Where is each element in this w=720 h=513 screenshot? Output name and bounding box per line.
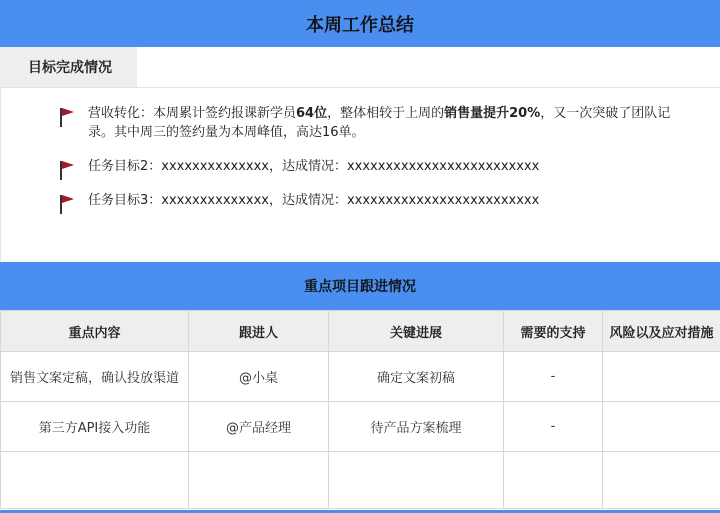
table-cell[interactable] [1,452,189,509]
table-cell[interactable]: - [504,402,603,452]
flag-icon [58,193,76,215]
goal-section-spacer [137,47,720,87]
table-cell[interactable]: 销售文案定稿，确认投放渠道 [1,352,189,402]
goal-section-header [0,47,720,88]
table-cell[interactable]: @小桌 [189,352,329,402]
header-key-content: 重点内容 [1,311,189,352]
table-row [1,402,720,452]
goal-item-3 [1,191,720,210]
table-cell[interactable] [603,402,720,452]
goal-item-1 [1,104,720,142]
table-cell[interactable]: 确定文案初稿 [329,352,504,402]
table-cell[interactable] [329,452,504,509]
table-header-row [1,311,720,352]
header-owner: 跟进人 [189,311,329,352]
table-cell[interactable] [504,452,603,509]
goal-3-text: 任务目标3：xxxxxxxxxxxxxx，达成情况：xxxxxxxxxxxxxxxxxxxxxxxxx [88,193,540,208]
project-table [0,310,720,509]
table-cell[interactable]: 待产品方案梳理 [329,402,504,452]
goal-2-text: 任务目标2：xxxxxxxxxxxxxx，达成情况：xxxxxxxxxxxxxxxxxxxxxxxxx [88,159,540,174]
table-cell[interactable] [189,452,329,509]
page-title: 本周工作总结 [0,0,720,47]
flag-icon [58,159,76,181]
goal-list [0,88,720,262]
goal-1-suffix: ，又一次突破了团队记录。其中周三的签约量为本周峰值，高达16单。 [88,106,671,140]
table-cell[interactable]: - [504,352,603,402]
goal-1-mid: ，整体相较于上周的 [327,106,445,121]
flag-icon [58,106,76,128]
project-section-title: 重点项目跟进情况 [0,262,720,310]
goal-1-prefix: 营收转化：本周累计签约报课新学员 [88,106,297,121]
header-risks: 风险以及应对措施 [603,311,720,352]
table-cell[interactable]: 第三方API接入功能 [1,402,189,452]
goal-item-2 [1,157,720,176]
goal-section-label: 目标完成情况 [0,47,137,87]
table-row [1,452,720,509]
table-row [1,352,720,402]
table-cell[interactable]: @产品经理 [189,402,329,452]
header-support: 需要的支持 [504,311,603,352]
header-progress: 关键进展 [329,311,504,352]
table-cell[interactable] [603,452,720,509]
goal-1-bold-growth: 销售量提升20% [444,106,541,121]
goal-1-bold-count: 64位 [296,106,328,121]
table-cell[interactable] [603,352,720,402]
